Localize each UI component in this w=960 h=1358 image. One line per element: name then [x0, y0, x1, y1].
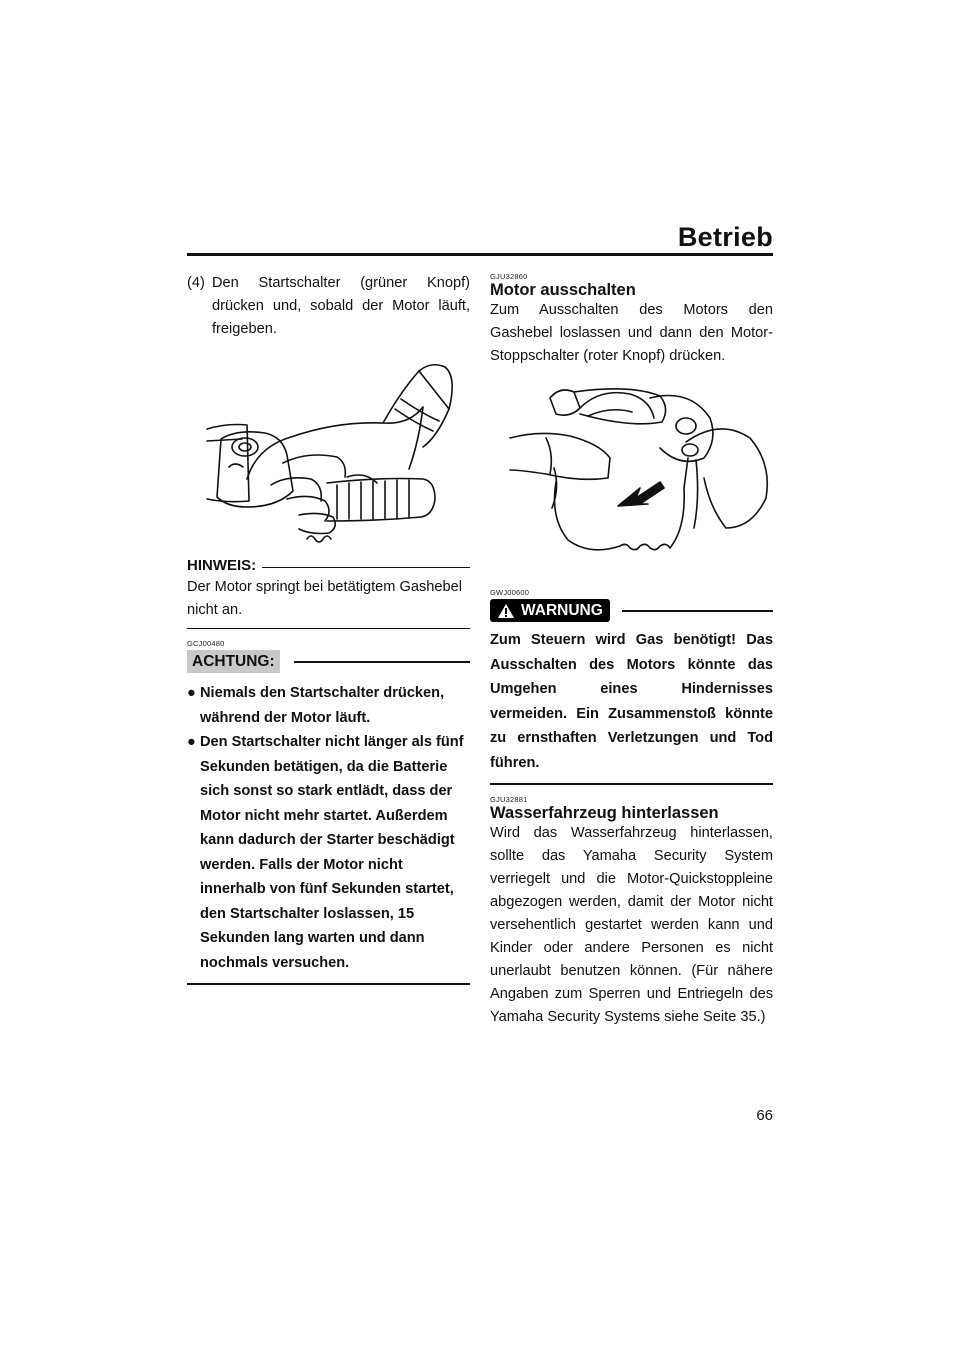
bullet-icon: ●: [187, 734, 196, 750]
section-title-wasserfahrzeug-hinterlassen: Wasserfahrzeug hinterlassen: [490, 804, 719, 822]
caution-header: [187, 650, 470, 673]
right-column: [490, 272, 773, 1029]
section-text: Zum Ausschalten des Motors den Gashebel loslassen und dann den Motor-Stoppschalter (roter Knopf) drücken.: [490, 302, 773, 364]
caution-label: ACHTUNG:: [187, 650, 280, 673]
step-4: [187, 272, 470, 341]
section-text: Wird das Wasserfahrzeug hinterlassen, sollte das Yamaha Security System verriegelt und die Motor-Quickstoppleine abgezogen werden, damit der Motor nicht versehentlich gestartet werden kann und Kinder oder andere Personen es nicht unerlaubt benutzen können. (Für nähere Angaben zum Sperren und Entriegeln des Yamaha Security Systems siehe Seite 35.): [490, 825, 773, 1025]
warning-code: GWJ00600: [490, 588, 530, 597]
section-code: GJU32860: [490, 272, 528, 281]
page-title: Betrieb: [677, 222, 773, 252]
caution-code: GCJ00480: [187, 639, 225, 648]
note-label: HINWEIS:: [187, 557, 257, 574]
caution-end-rule: [187, 983, 470, 985]
list-item: ● Niemals den Startschalter drücken, während der Motor läuft.: [187, 681, 470, 730]
hand-start-switch-illustration: [187, 351, 470, 551]
caution-rule: [294, 661, 470, 663]
stop-switch-illustration: [490, 378, 773, 568]
section-code: GJU32881: [490, 795, 528, 804]
caution-list: [187, 681, 470, 975]
section-title-motor-ausschalten: Motor ausschalten: [490, 281, 636, 299]
note-end-rule: [187, 628, 470, 629]
warning-end-rule: [490, 783, 773, 785]
bullet-icon: ●: [187, 685, 196, 701]
note-text: Der Motor springt bei betätigtem Gashebel nicht an.: [187, 579, 462, 618]
warning-badge: [490, 599, 610, 622]
left-column: [187, 272, 470, 985]
step-text: Den Startschalter (grüner Knopf) drücken und, sobald der Motor läuft, freigeben.: [212, 275, 470, 337]
header-rule: [187, 253, 773, 256]
page-number: 66: [756, 1107, 773, 1124]
warning-triangle-icon: [497, 603, 515, 619]
warning-rule: [622, 610, 773, 612]
warning-text: Zum Steuern wird Gas benötigt! Das Ausschalten des Motors könnte das Umgehen eines Hindernisses vermeiden. Ein Zusammenstoß könnte zu ernsthaften Verletzungen und Tod führen.: [490, 632, 773, 771]
warning-header: [490, 599, 773, 622]
note-rule: [262, 567, 470, 568]
list-item: ● Den Startschalter nicht länger als fünf Sekunden betätigen, da die Batterie sich sonst so stark entlädt, dass der Motor nicht mehr startet. Außerdem kann dadurch der Starter beschädigt werden. Falls der Motor nicht innerhalb von fünf Sekunden startet, den Startschalter loslassen, 15 Sekunden lang warten und dann nochmals versuchen.: [187, 730, 470, 975]
note-header: [187, 557, 470, 574]
warning-label: WARNUNG: [521, 602, 603, 619]
step-number: (4): [187, 275, 205, 291]
